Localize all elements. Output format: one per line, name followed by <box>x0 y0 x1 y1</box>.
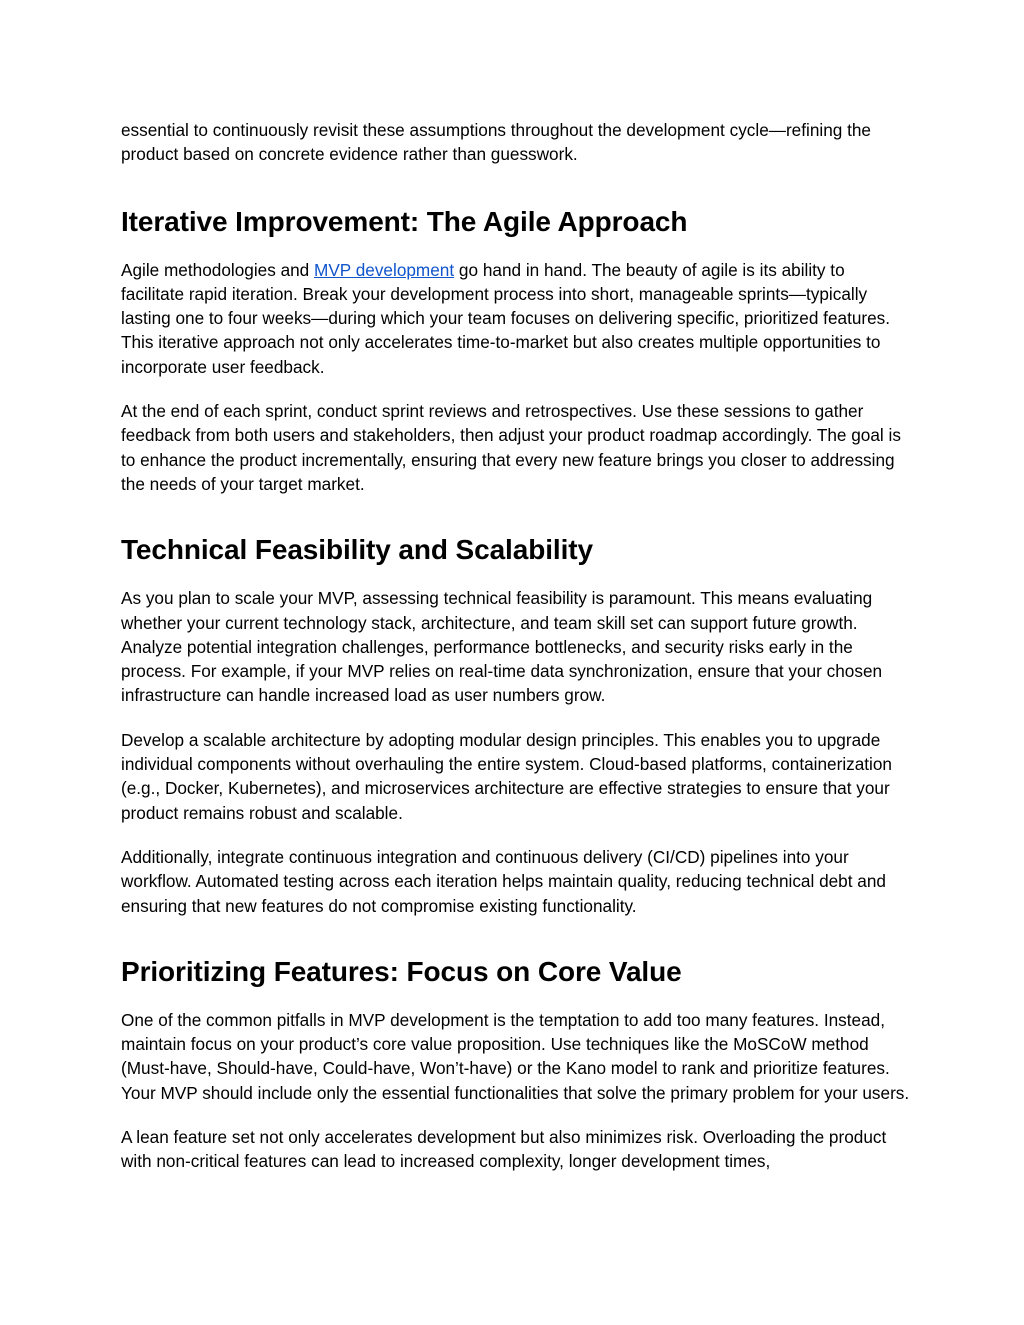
heading-iterative-improvement: Iterative Improvement: The Agile Approach <box>121 205 688 237</box>
document-page <box>121 118 911 1174</box>
paragraph-agile-methodologies <box>121 258 911 379</box>
intro-paragraph: essential to continuously revisit these assumptions throughout the development cycle—refining the product based on concrete evidence rather than guesswork. <box>121 120 871 165</box>
heading-prioritizing-features: Prioritizing Features: Focus on Core Value <box>121 955 682 987</box>
paragraph-ci-cd: Additionally, integrate continuous integration and continuous delivery (CI/CD) pipelines into your workflow. Automated testing across each iteration helps maintain quality, reducing technical debt and ensuring that new features do not compromise existing functionality. <box>121 846 886 916</box>
paragraph-agile-text-start: Agile methodologies and <box>121 259 315 280</box>
paragraph-sprint-reviews: At the end of each sprint, conduct sprint reviews and retrospectives. Use these sessions to gather feedback from both users and stakeholders, then adjust your product roadmap accordingly. The goal is to enhance the product incrementally, ensuring that every new feature brings you closer to addressing the needs of your target market. <box>121 401 901 494</box>
paragraph-lean-feature-set: A lean feature set not only accelerates development but also minimizes risk. Overloading the product with non-critical features can lead to increased complexity, longer development times, <box>121 1127 887 1172</box>
paragraph-scalable-architecture: Develop a scalable architecture by adopting modular design principles. This enables you to upgrade individual components without overhauling the entire system. Cloud-based platforms, containerization (e.g., Docker, Kubernetes), and microservices architecture are effective strategies to ensure that your product remains robust and scalable. <box>121 729 892 823</box>
heading-technical-feasibility: Technical Feasibility and Scalability <box>121 534 593 566</box>
paragraph-agile-text-end: go hand in hand. The beauty of agile is its ability to facilitate rapid iteration. Break your development process into short, manageable sprints—typically lasting one to four weeks—during which your team focuses on delivering specific, prioritized features. This iterative approach not only accelerates time-to-market but also creates multiple opportunities to incorporate user feedback. <box>121 259 891 377</box>
paragraph-common-pitfalls: One of the common pitfalls in MVP development is the temptation to add too many features. Instead, maintain focus on your product’s core value proposition. Use techniques like the MoSCoW method (Must-have, Should-have, Could-have, Won’t-have) or the Kano model to rank and prioritize features. Your MVP should include only the essential functionalities that solve the primary problem for your users. <box>121 1009 910 1103</box>
mvp-development-link[interactable]: MVP development <box>314 259 455 280</box>
paragraph-technical-feasibility: As you plan to scale your MVP, assessing technical feasibility is paramount. This means evaluating whether your current technology stack, architecture, and team skill set can support future growth. Analyze potential integration challenges, performance bottlenecks, and security risks early in the process. For example, if your MVP relies on real-time data synchronization, ensure that your chosen infrastructure can handle increased load as user numbers grow. <box>121 588 883 706</box>
